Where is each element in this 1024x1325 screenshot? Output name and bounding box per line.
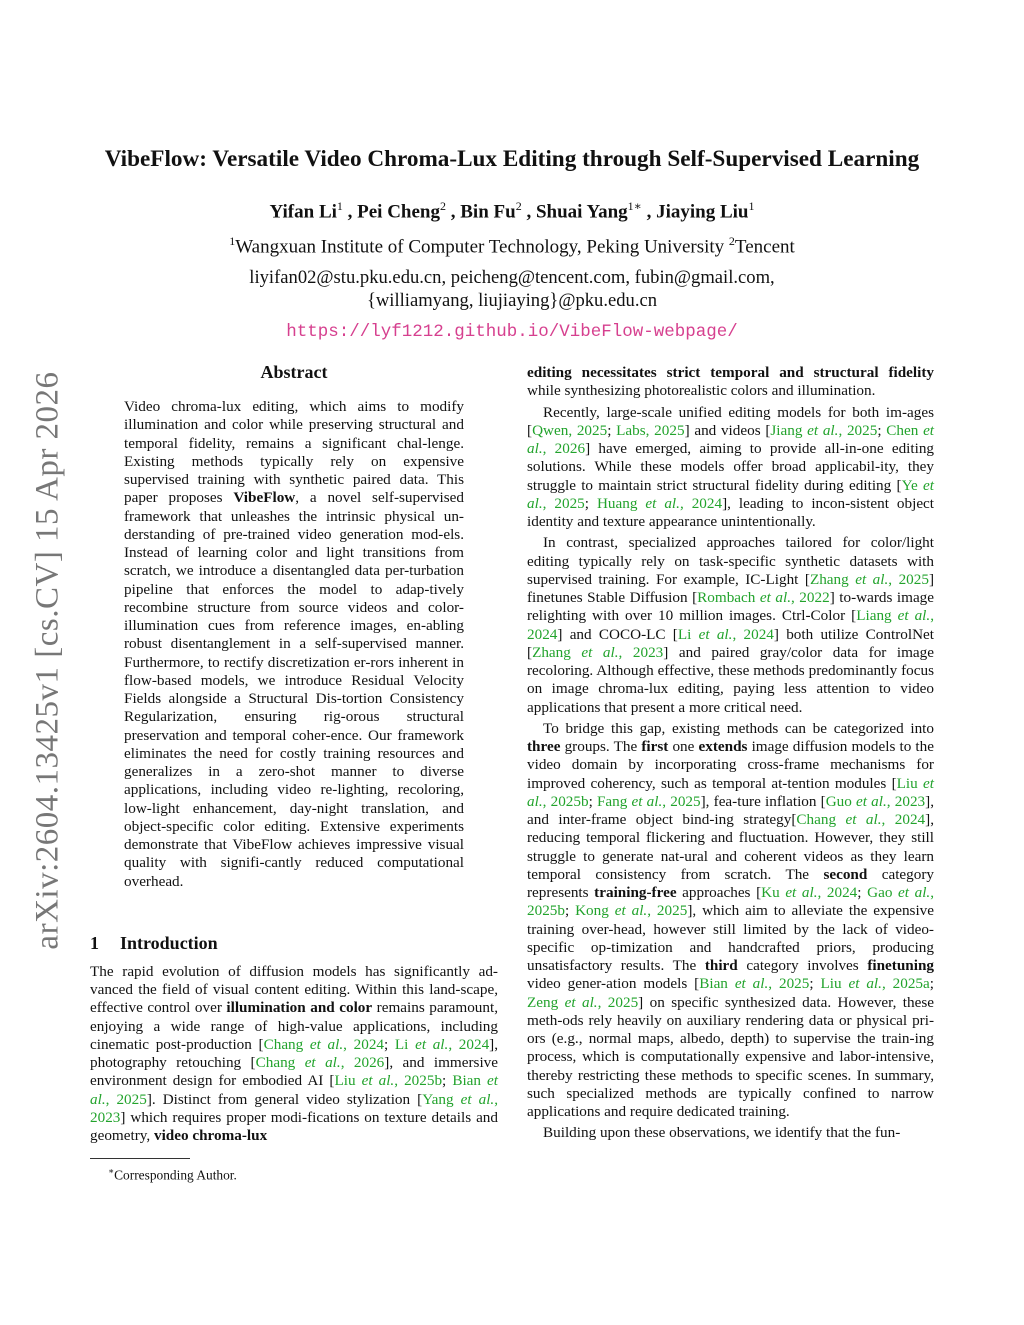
paper-title: VibeFlow: Versatile Video Chroma-Lux Editing through Self-Supervised Learning [104,146,920,172]
citation-link[interactable]: Kong et al., 2025 [575,902,688,920]
left-column [90,360,498,1145]
citation-link[interactable]: Liu et al., 2025b [527,774,935,810]
project-url-link[interactable]: https://lyf1212.github.io/VibeFlow-webpage/ [286,321,738,342]
intro-paragraph-3: In contrast, specialized approaches tailored for color/light editing typically rely on task-specific synthetic datasets with supervised training. For example, IC-Light [Zhang et al., 2025] finetunes Stable Diffusion [Rombach et al., 2022] to-wards image relighting with over 10 million images. Ctrl-Color [Liang et al., 2024] and COCO-LC [Li et al., 2024] both utilize ControlNet [Zhang et al., 2023] and paired gray/color data for image recoloring. Although effective, these methods predominantly focus on image chroma-lux editing, paying less attention to video applications that present a more critical need. [527,534,935,716]
author-affil-mark: 2 [515,199,522,213]
paper-header [80,144,944,344]
author-name: Bin Fu [460,201,516,223]
affiliation-1: Wangxuan Institute of Computer Technology, Peking University [235,236,725,258]
citation-link[interactable]: Ye et al., 2025 [527,476,934,512]
author-affil-mark: 1 [336,199,343,213]
citation-link[interactable]: Li et al., 2024 [394,1035,490,1053]
affiliation-2: Tencent [734,236,795,258]
citation-link[interactable]: Zhang et al., 2025 [809,570,929,588]
citation-link[interactable]: Ku et al., 2024 [761,884,858,901]
footnote-mark: ∗ [108,1166,115,1176]
citation-link[interactable]: Jiang et al., 2025 [770,421,878,439]
right-column [527,364,934,1143]
citation-link[interactable]: Zeng et al., 2025 [527,993,639,1011]
citation-link[interactable]: Chang et al., 2026 [255,1054,385,1071]
footnote-rule [90,1158,190,1159]
abstract-title: Abstract [260,362,328,382]
author-affil-mark: 2 [440,199,446,213]
citation-link[interactable]: Yang et al., 2023 [90,1090,499,1126]
intro-paragraph-5: Building upon these observations, we identify that the fun- [543,1124,901,1142]
citation-link[interactable]: Liang et al., 2024 [527,607,934,643]
intro-paragraph-2: Recently, large-scale unified editing models for both im-ages [Qwen, 2025; Labs, 2025] and videos [Jiang et al., 2025; Chen et al., 2026] have emerged, aiming to provide all-in-one editing solutions. While these models offer broad applicabil-ity, they struggle to maintain strict structural fidelity during editing [Ye et al., 2025; Huang et al., 2024], leading to incon-sistent object identity and texture appearance unintentionally. [527,403,935,530]
author-name: Jiaying Liu [656,201,749,223]
citation-link[interactable]: Bian et al., 2025 [699,975,810,993]
citation-link[interactable]: Guo et al., 2023 [825,792,926,810]
citation-link[interactable]: Chang et al., 2024 [263,1035,385,1053]
section-heading-introduction: 1 Introduction [90,932,218,953]
citation-link[interactable]: Li et al., 2024 [677,625,774,643]
intro-paragraph-continued: editing necessitates strict temporal and structural fidelity while synthesizing photorealistic colors and illumination. [527,364,934,400]
author-name: Pei Cheng [357,201,440,223]
author-list: Yifan Li$^1$ , Pei Cheng$^2$ , Bin Fu$^2$ , Shuai Yang$^{1∗}$ , Jiaying Liu$^1$ [269,199,755,223]
footnote-text: Corresponding Author. [114,1167,237,1183]
author-name: Shuai Yang [535,201,628,223]
intro-paragraph-4: To bridge this gap, existing methods can be categorized into three groups. The first one extends image diffusion models to the video domain by incorporating cross-frame mechanisms for improved coherency, such as temporal at-tention modules [Liu et al., 2025b; Fang et al., 2025], fea-ture inflation [Guo et al., 2023], and inter-frame object bind-ing strategy[Chang et al., 2024], reducing temporal flickering and fluctuation. However, they still struggle to generate nat-ural and coherent videos as they learn temporal consistency from scratch. The second category represents training-free approaches [Ku et al., 2024; Gao et al., 2025b; Kong et al., 2025], which aim to alleviate the expensive training over-head, however still limited by the lack of video-specific op-timization and handcrafted priors, producing unsatisfactory results. The third category involves finetuning video gener-ation models [Bian et al., 2025; Liu et al., 2025a; Zeng et al., 2025] on specific synthesized data. However, these meth-ods rely heavily on auxiliary rendering data or physical pri-ors (e.g., normal maps, albedo, depth) to supervise the train-ing process, which is computationally expensive and labor-intensive, thereby restricting these methods to specific scenes. In summary, such specialized methods are typically confined to narrow applications and require dedicated training. [527,719,935,1120]
citation-link[interactable]: Chen et al., 2026 [527,421,935,457]
citation-link[interactable]: Labs, 2025 [616,421,685,439]
citation-link[interactable]: Liu et al., 2025b [334,1072,443,1090]
citation-link[interactable]: Chang et al., 2024 [796,811,926,828]
citation-link[interactable]: Huang et al., 2024 [596,494,723,512]
author-affil-mark: 1∗ [627,199,642,213]
footnote [90,1158,498,1183]
author-affil-mark: 1 [748,199,755,213]
intro-paragraph-1: The rapid evolution of diffusion models has significantly ad-vanced the field of visual content editing. Within this land-scape, effective control over illumination and color remains paramount, enjoying a wide range of high-value applications, including cinematic post-production [Chang et al., 2024; Li et al., 2024], photography retouching [Chang et al., 2026], and immersive environment design for embodied AI [Liu et al., 2025b; Bian et al., 2025]. Distinct from general video stylization [Yang et al., 2023] which requires proper modi-fications on texture details and geometry, video chroma-lux [90,962,499,1144]
abstract-body: Video chroma-lux editing, which aims to modify illumination and color while preserving structural and temporal fidelity, remains a significant chal-lenge. Existing methods typically rely on expensive supervised training with synthetic paired data. This paper proposes VibeFlow, a novel self-supervised framework that unleashes the intrinsic physical un-derstanding of pre-trained video generation mod-els. Instead of learning color and light transitions from scratch, we introduce a disentangled data per-turbation pipeline that enforces the model to adap-tively recombine structure from source videos and color-illumination cues from reference images, en-abling robust disentanglement in a self-supervised manner. Furthermore, to rectify discretization er-rors inherent in flow-based models, we introduce Residual Velocity Fields alongside a Structural Dis-tortion Consistency Regularization, ensuring rig-orous structural preservation and temporal coher-ence. Our framework eliminates the need for costly training resources and generalizes in a zero-shot manner to diverse applications, including video re-lighting, recoloring, low-light enhancement, day-night translation, and object-specific color editing. Extensive experiments demonstrate that VibeFlow achieves impressive visual quality with signifi-cantly reduced computational overhead. [124,398,464,890]
emails-line-1: liyifan02@stu.pku.edu.cn, peicheng@tencent.com, fubin@gmail.com, [249,266,775,288]
citation-link[interactable]: Fang et al., 2025 [596,792,701,810]
citation-link[interactable]: Gao et al., 2025b [527,884,935,920]
citation-link[interactable]: Qwen, 2025 [532,421,608,439]
arxiv-identifier: arXiv:2604.13425v1 [cs.CV] 15 Apr 2026 [29,370,66,950]
author-emails [80,266,944,312]
affiliations: $^1$Wangxuan Institute of Computer Technology, Peking University $^2$Tencent [229,234,795,258]
author-name: Yifan Li [269,201,337,223]
emails-line-2: {williamyang, liujiaying}@pku.edu.cn [366,289,658,311]
citation-link[interactable]: Zhang et al., 2023 [532,643,664,661]
citation-link[interactable]: Bian et al., 2025 [90,1072,499,1108]
citation-link[interactable]: Liu et al., 2025a [820,975,930,993]
citation-link[interactable]: Rombach et al., 2022 [697,589,830,606]
